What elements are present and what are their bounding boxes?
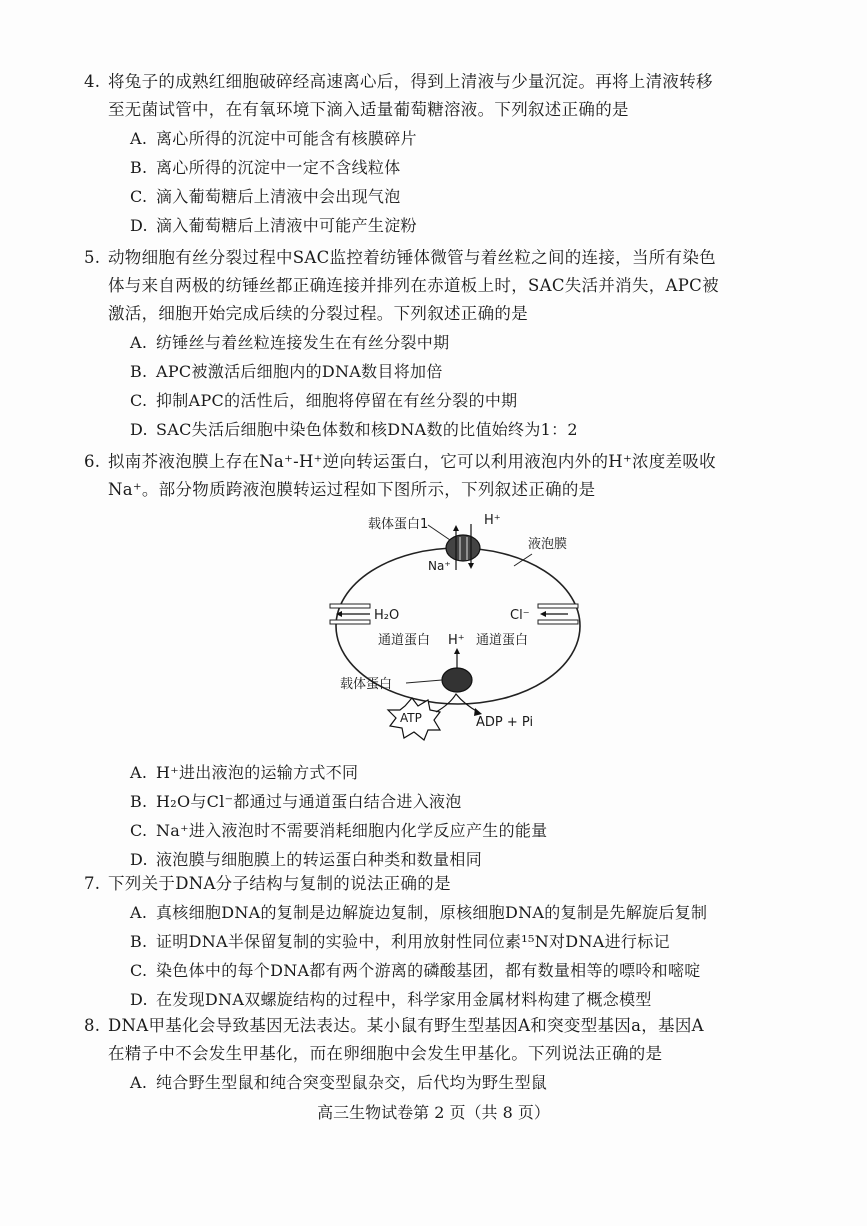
- option-d: [130, 985, 798, 1014]
- option-text: SAC失活后细胞中染色体数和核DNA数的比值始终为1：2: [156, 420, 578, 439]
- option-a: [130, 124, 798, 153]
- water-channel-protein: [330, 604, 370, 624]
- option-text: 离心所得的沉淀中一定不含线粒体: [156, 158, 401, 177]
- option-label: A.: [130, 903, 148, 922]
- option-text: 抑制APC的活性后，细胞将停留在有丝分裂的中期: [156, 391, 518, 410]
- option-text: 染色体中的每个DNA都有两个游离的磷酸基团，都有数量相等的嘌呤和嘧啶: [156, 961, 701, 980]
- option-text: H⁺进出液泡的运输方式不同: [156, 763, 359, 782]
- option-label: D.: [130, 990, 148, 1009]
- option-text: 纺锤丝与着丝粒连接发生在有丝分裂中期: [156, 333, 450, 352]
- question-8: [84, 1012, 798, 1097]
- carrier-protein-1-label: 载体蛋白1: [368, 517, 429, 532]
- option-label: C.: [130, 391, 148, 410]
- h-ion-label-inner: H⁺: [448, 633, 465, 648]
- h-ion-label: H⁺: [484, 513, 501, 528]
- option-label: A.: [130, 1073, 148, 1092]
- vacuole-membrane-label: 液泡膜: [528, 537, 568, 552]
- option-label: A.: [130, 129, 148, 148]
- question-number: 5.: [84, 248, 101, 267]
- question-number: 7.: [84, 874, 101, 893]
- option-c: [130, 182, 798, 211]
- leader-line: [406, 680, 442, 683]
- channel-protein-right-label: 通道蛋白: [476, 633, 529, 648]
- vacuole-membrane-diagram: [300, 508, 600, 748]
- option-label: B.: [130, 792, 148, 811]
- option-label: A.: [130, 333, 148, 352]
- cl-ion-label: Cl⁻: [510, 608, 530, 623]
- question-stem: 拟南芥液泡膜上存在Na⁺-H⁺逆向转运蛋白，它可以利用液泡内外的H⁺浓度差吸收: [108, 452, 716, 471]
- option-label: B.: [130, 362, 148, 381]
- question-number: 6.: [84, 452, 101, 471]
- question-stem: 体与来自两极的纺锤丝都正确连接并排列在赤道板上时，SAC失活并消失，APC被: [108, 276, 719, 295]
- option-b: [130, 927, 798, 956]
- option-text: 离心所得的沉淀中可能含有核膜碎片: [156, 129, 417, 148]
- option-text: 真核细胞DNA的复制是边解旋边复制，原核细胞DNA的复制是先解旋后复制: [156, 903, 708, 922]
- na-ion-label: Na⁺: [428, 559, 451, 573]
- option-a: [130, 328, 798, 357]
- page-footer: 高三生物试卷第 2 页（共 8 页）: [317, 1103, 550, 1122]
- question-stem: 激活，细胞开始完成后续的分裂过程。下列叙述正确的是: [108, 304, 528, 323]
- option-d: [130, 211, 798, 240]
- leader-line: [428, 525, 450, 540]
- question-number: 4.: [84, 72, 101, 91]
- channel-protein-left-label: 通道蛋白: [378, 633, 431, 648]
- option-text: Na⁺进入液泡时不需要消耗细胞内化学反应产生的能量: [156, 821, 548, 840]
- option-label: C.: [130, 961, 148, 980]
- option-label: C.: [130, 821, 148, 840]
- carrier-protein-atp: [442, 668, 472, 692]
- option-label: D.: [130, 216, 148, 235]
- option-text: 纯合野生型鼠和纯合突变型鼠杂交，后代均为野生型鼠: [156, 1073, 548, 1092]
- question-6: [84, 448, 798, 504]
- question-stem: 动物细胞有丝分裂过程中SAC监控着纺锤体微管与着丝粒之间的连接，当所有染色: [108, 248, 716, 267]
- option-text: 液泡膜与细胞膜上的转运蛋白种类和数量相同: [156, 850, 483, 869]
- option-text: 滴入葡萄糖后上清液中会出现气泡: [156, 187, 401, 206]
- option-text: 证明DNA半保留复制的实验中，利用放射性同位素¹⁵N对DNA进行标记: [156, 932, 670, 951]
- question-stem: 至无菌试管中，在有氧环境下滴入适量葡萄糖溶液。下列叙述正确的是: [108, 100, 629, 119]
- option-a: [130, 1068, 798, 1097]
- question-6-options: [108, 758, 798, 874]
- carrier-protein-label: 载体蛋白: [340, 677, 393, 692]
- option-c: [130, 956, 798, 985]
- cl-channel-protein: [538, 604, 578, 624]
- question-7: [84, 870, 798, 1014]
- option-label: B.: [130, 932, 148, 951]
- option-b: [130, 153, 798, 182]
- option-text: 在发现DNA双螺旋结构的过程中，科学家用金属材料构建了概念模型: [156, 990, 652, 1009]
- carrier-protein-1: [446, 524, 480, 570]
- adp-pi-label: ADP + Pi: [476, 715, 534, 730]
- option-a: [130, 898, 798, 927]
- option-text: H₂O与Cl⁻都通过与通道蛋白结合进入液泡: [156, 792, 462, 811]
- question-number: 8.: [84, 1016, 101, 1035]
- option-b: [130, 357, 798, 386]
- option-label: C.: [130, 187, 148, 206]
- option-label: B.: [130, 158, 148, 177]
- h2o-label: H₂O: [374, 608, 400, 623]
- option-d: [130, 415, 798, 444]
- question-stem: 下列关于DNA分子结构与复制的说法正确的是: [108, 874, 451, 893]
- question-stem: 将兔子的成熟红细胞破碎经高速离心后，得到上清液与少量沉淀。再将上清液转移: [108, 72, 713, 91]
- leader-line: [514, 554, 532, 566]
- option-b: [130, 787, 798, 816]
- question-stem: 在精子中不会发生甲基化，而在卵细胞中会发生甲基化。下列说法正确的是: [108, 1044, 663, 1063]
- option-label: D.: [130, 850, 148, 869]
- option-text: APC被激活后细胞内的DNA数目将加倍: [156, 362, 443, 381]
- option-c: [130, 816, 798, 845]
- atp-label: ATP: [400, 711, 422, 725]
- option-a: [130, 758, 798, 787]
- option-text: 滴入葡萄糖后上清液中可能产生淀粉: [156, 216, 417, 235]
- option-label: D.: [130, 420, 148, 439]
- question-stem: Na⁺。部分物质跨液泡膜转运过程如下图所示，下列叙述正确的是: [108, 480, 596, 499]
- option-label: A.: [130, 763, 148, 782]
- option-c: [130, 386, 798, 415]
- question-5: [84, 244, 798, 444]
- question-4: [84, 68, 798, 240]
- question-stem: DNA甲基化会导致基因无法表达。某小鼠有野生型基因A和突变型基因a，基因A: [108, 1016, 704, 1035]
